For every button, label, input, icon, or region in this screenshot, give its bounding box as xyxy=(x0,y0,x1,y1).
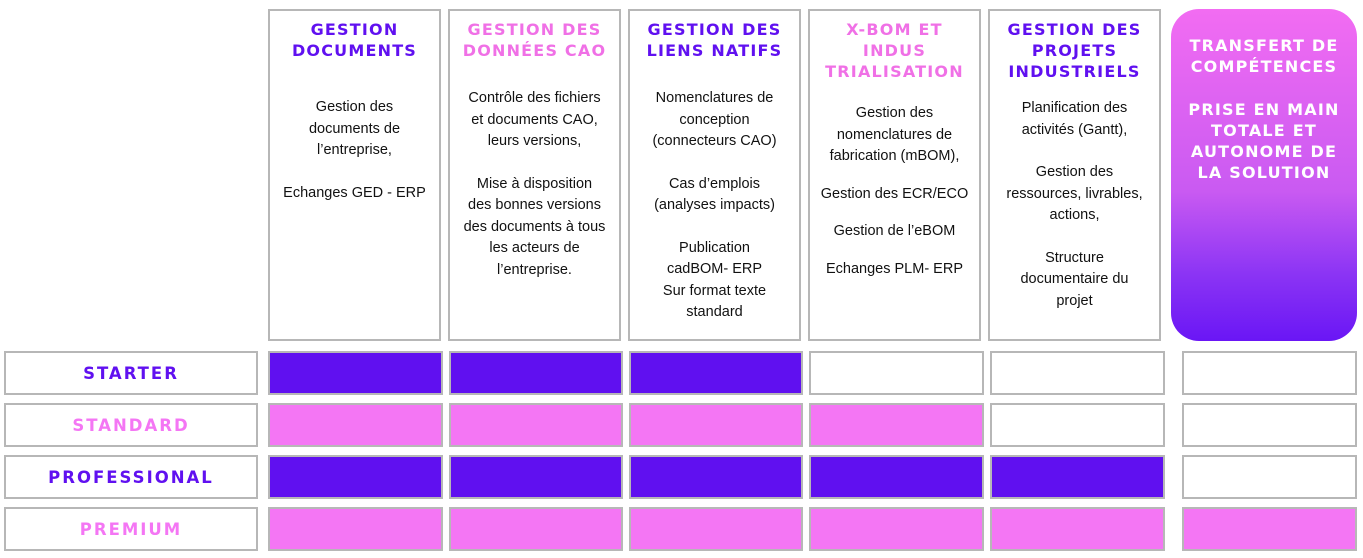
offer-cell-starter-1 xyxy=(268,351,443,395)
offer-cell-starter-4 xyxy=(809,351,984,395)
offer-cell-professional-2 xyxy=(449,455,623,499)
offer-cell-starter-5 xyxy=(990,351,1165,395)
offer-cell-professional-5 xyxy=(990,455,1165,499)
offer-cell-premium-4 xyxy=(809,507,984,551)
column-description xyxy=(630,88,799,324)
column-paragraph: Contrôle des fichiers et documents CAO, leurs versions, xyxy=(468,90,601,149)
column-description xyxy=(810,103,979,280)
column-paragraph: Structure documentaire du projet xyxy=(1020,249,1129,309)
column-gestion-donnees-cao xyxy=(448,9,621,341)
offer-cell-standard-6 xyxy=(1182,403,1357,447)
column-description xyxy=(450,88,619,281)
column-paragraph: Gestion des ECR/ECO xyxy=(820,185,969,202)
row-label-premium: PREMIUM xyxy=(4,507,258,551)
column-transfert-competences xyxy=(1171,9,1357,341)
row-label-professional: PROFESSIONAL xyxy=(4,455,258,499)
column-title: GESTION DES DONNÉES CAO xyxy=(462,20,607,60)
column-title: TRANSFERT DE COMPÉTENCES xyxy=(1189,36,1339,76)
offer-cell-professional-6 xyxy=(1182,455,1357,499)
offer-cell-professional-4 xyxy=(809,455,984,499)
column-paragraph: Gestion des documents de l’entreprise, xyxy=(308,99,401,158)
column-gestion-liens-natifs xyxy=(628,9,801,341)
column-paragraph: Echanges PLM- ERP xyxy=(825,260,963,277)
column-description xyxy=(270,97,439,204)
column-title: GESTION DOCUMENTS xyxy=(291,20,418,60)
offer-cell-starter-3 xyxy=(629,351,803,395)
offer-cell-starter-6 xyxy=(1182,351,1357,395)
offer-cell-premium-6 xyxy=(1182,507,1357,551)
offer-cell-starter-2 xyxy=(449,351,623,395)
offer-cell-standard-5 xyxy=(990,403,1165,447)
offer-cell-premium-5 xyxy=(990,507,1165,551)
column-paragraph: Gestion des nomenclatures de fabrication (mBOM), xyxy=(829,105,960,164)
offer-cell-premium-1 xyxy=(268,507,443,551)
offer-cell-professional-3 xyxy=(629,455,803,499)
column-description xyxy=(990,98,1159,312)
column-xbom-industrialisation xyxy=(808,9,981,341)
offer-cell-standard-2 xyxy=(449,403,623,447)
column-paragraph: Gestion de l’eBOM xyxy=(833,223,956,239)
column-gestion-projets-industriels xyxy=(988,9,1161,341)
offer-cell-premium-3 xyxy=(629,507,803,551)
column-paragraph: Echanges GED - ERP xyxy=(283,184,426,201)
row-label-starter: STARTER xyxy=(4,351,258,395)
column-paragraph: Gestion des ressources, livrables, actions, xyxy=(1006,164,1143,223)
row-label-standard: STANDARD xyxy=(4,403,258,447)
column-paragraph: Cas d’emplois (analyses impacts) xyxy=(654,175,775,213)
offer-cell-standard-4 xyxy=(809,403,984,447)
offer-cell-premium-2 xyxy=(449,507,623,551)
offer-cell-standard-3 xyxy=(629,403,803,447)
offer-cell-professional-1 xyxy=(268,455,443,499)
column-title: GESTION DES PROJETS INDUSTRIELS xyxy=(1007,20,1142,81)
column-paragraph: Mise à disposition des bonnes versions des documents à tous les acteurs de l’entreprise. xyxy=(463,175,606,278)
column-title: X-BOM ET INDUS TRIALISATION xyxy=(825,20,964,81)
offer-cell-standard-1 xyxy=(268,403,443,447)
column-subtitle: PRISE EN MAIN TOTALE ET AUTONOME DE LA SOLUTION xyxy=(1188,100,1340,182)
column-gestion-documents xyxy=(268,9,441,341)
column-paragraph: Publication cadBOM- ERP Sur format texte standard xyxy=(662,239,767,320)
column-paragraph: Nomenclatures de conception (connecteurs CAO) xyxy=(652,90,777,149)
column-title: GESTION DES LIENS NATIFS xyxy=(646,20,783,60)
column-paragraph: Planification des activités (Gantt), xyxy=(1021,100,1128,138)
